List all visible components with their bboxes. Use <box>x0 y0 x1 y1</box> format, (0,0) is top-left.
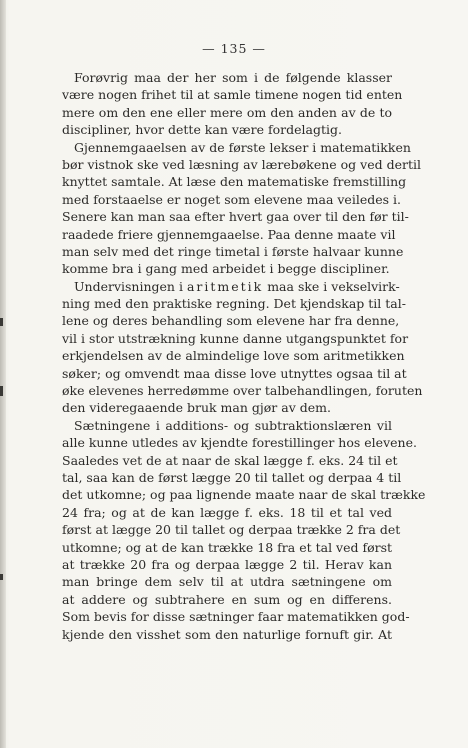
margin-mark <box>0 386 3 396</box>
margin-mark <box>0 318 3 326</box>
text-fragment: Undervisningen i <box>74 278 187 294</box>
text-line: raadede friere gjennemgaaelse. Paa denne maate vil <box>62 226 396 242</box>
text-line: være nogen frihet til at samle timene nogen tid enten <box>62 87 403 103</box>
margin-mark <box>0 574 3 580</box>
page-number: — 135 — <box>202 41 266 56</box>
text-line: man selv med det ringe timetal i første halvaar kunne <box>62 243 404 259</box>
text-line: det utkomne; og paa lignende maate naar de skal trække <box>62 487 426 503</box>
page-gutter <box>0 0 6 748</box>
text-line: knyttet samtale. At læse den matematiske fremstilling <box>62 174 407 190</box>
text-line: Gjennemgaaelsen av de første lekser i matematikken <box>74 139 411 155</box>
text-line: Saaledes vet de at naar de skal lægge f. eks. 24 til et <box>62 452 398 468</box>
text-line: kjende den visshet som den naturlige fornuft gir. At <box>62 626 392 642</box>
emphasized-word: aritmetik <box>186 278 264 294</box>
text-line: ning med den praktiske regning. Det kjendskap til tal- <box>62 296 406 312</box>
text-line: discipliner, hvor dette kan være fordelagtig. <box>62 122 342 138</box>
text-line: Senere kan man saa efter hvert gaa over til den før til- <box>62 209 409 225</box>
text-line: bør vistnok ske ved læsning av lærebøkene og ved dertil <box>62 156 421 172</box>
text-line: Sætningene i additions- og subtraktionslæren vil <box>74 417 392 433</box>
text-line: 24 fra; og at de kan lægge f. eks. 18 til et tal ved <box>62 504 392 520</box>
text-line: Som bevis for disse sætninger faar matematikken god- <box>62 609 410 625</box>
text-line: mere om den ene eller mere om den anden av de to <box>62 104 392 120</box>
text-line: alle kunne utledes av kjendte forestillinger hos elevene. <box>62 435 417 451</box>
text-line: øke elevenes herredømme over talbehandlingen, foruten <box>62 383 423 399</box>
text-line: søker; og omvendt maa disse love utnyttes ogsaa til at <box>62 365 407 381</box>
text-line <box>62 278 400 295</box>
text-line: først at lægge 20 til tallet og derpaa trække 2 fra det <box>62 522 401 538</box>
text-line: komme bra i gang med arbeidet i begge discipliner. <box>62 261 390 277</box>
text-line: vil i stor utstrækning kunne danne utgangspunktet for <box>62 330 409 346</box>
text-line: at addere og subtrahere en sum og en differens. <box>62 591 392 607</box>
text-line: med forstaaelse er noget som elevene maa veiledes i. <box>62 191 401 207</box>
body-text <box>62 69 426 643</box>
text-line: erkjendelsen av de almindelige love som aritmetikken <box>62 348 405 364</box>
text-fragment: maa ske i vekselvirk- <box>263 278 400 294</box>
text-line: man bringe dem selv til at utdra sætningene om <box>62 574 392 590</box>
text-line: Forøvrig maa der her som i de følgende klasser <box>74 70 392 85</box>
text-line: tal, saa kan de først lægge 20 til tallet og derpaa 4 til <box>62 469 402 485</box>
text-line: at trække 20 fra og derpaa lægge 2 til. Herav kan <box>62 556 392 572</box>
text-line: den videregaaende bruk man gjør av dem. <box>62 400 331 416</box>
text-line: lene og deres behandling som elevene har fra denne, <box>62 313 400 329</box>
text-line: utkomne; og at de kan trække 18 fra et tal ved først <box>62 539 393 555</box>
